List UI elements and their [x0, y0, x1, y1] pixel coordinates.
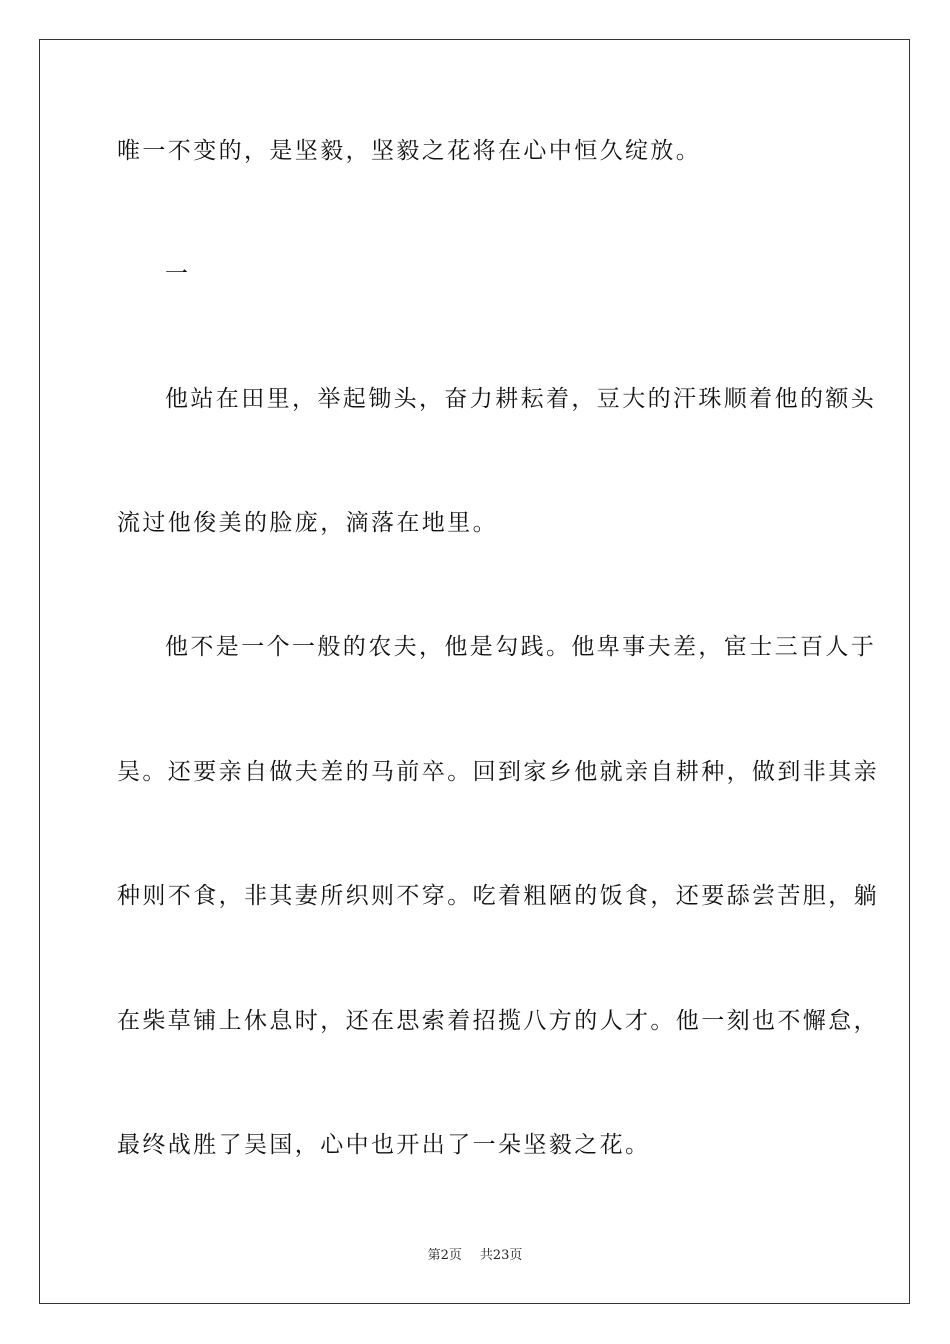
- text-line-6: 吴。还要亲自做夫差的马前卒。回到家乡他就亲自耕种，做到非其亲: [117, 759, 879, 785]
- text-line-9: 最终战胜了吴国，心中也开出了一朵坚毅之花。: [117, 1132, 651, 1158]
- text-line-3: 他站在田里，举起锄头，奋力耕耘着，豆大的汗珠顺着他的额头: [165, 386, 877, 412]
- text-line-5: 他不是一个一般的农夫，他是勾践。他卑事夫差，宦士三百人于: [165, 634, 877, 660]
- text-line-1: 唯一不变的，是坚毅，坚毅之花将在心中恒久绽放。: [117, 138, 702, 164]
- text-line-4: 流过他俊美的脸庞，滴落在地里。: [117, 510, 498, 536]
- total-pages-label: 共23页: [479, 1248, 523, 1263]
- page-frame: [39, 39, 910, 1304]
- section-marker: 一: [165, 261, 191, 287]
- current-page-label: 第2页: [427, 1248, 462, 1263]
- text-line-8: 在柴草铺上休息时，还在思索着招揽八方的人才。他一刻也不懈怠，: [117, 1008, 879, 1034]
- page-footer: [0, 1247, 950, 1265]
- text-line-7: 种则不食，非其妻所织则不穿。吃着粗陋的饭食，还要舔尝苦胆，躺: [117, 883, 879, 909]
